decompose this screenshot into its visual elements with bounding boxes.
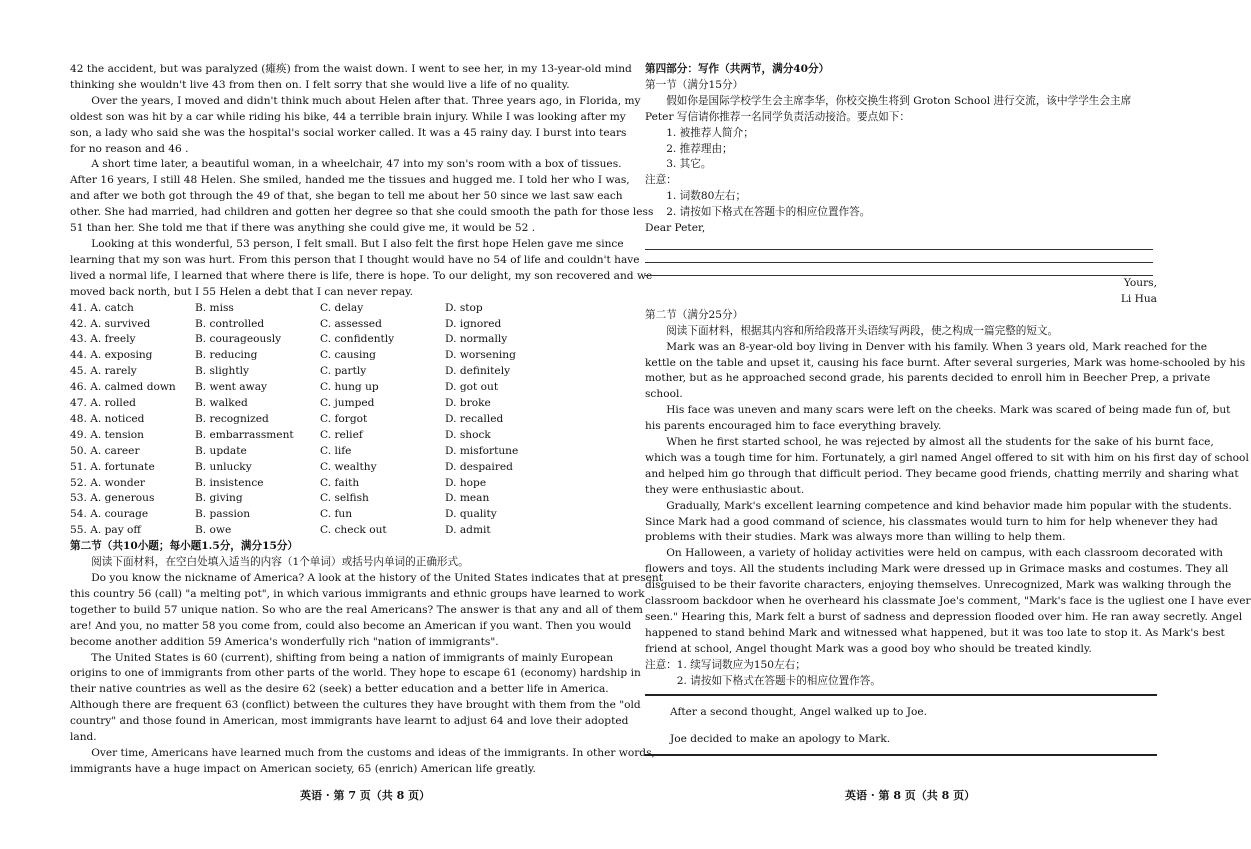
cloze-line: After 16 years, I still 48 Helen. She smiled, handed me the tissues and hugged me. I told her who I was, — [70, 174, 630, 187]
cloze-line: lived a normal life, I learned that where there is life, there is hope. To our delight, my son recovered and we — [70, 269, 653, 282]
option: 52. A. wonder — [70, 476, 145, 489]
story-line: and helped him go through that difficult period. They became good friends, chatting merrily and sharing what — [645, 467, 1239, 480]
option: B. insistence — [195, 476, 264, 489]
story-line: flowers and toys. All the students including Mark were dressed up in Grimace masks and costumes. They all — [645, 563, 1229, 576]
cloze-line: Over the years, I moved and didn't think much about Helen after that. Three years ago, in Florida, my — [91, 94, 641, 107]
story-line: which was a tough time for him. Fortunately, a girl named Angel offered to sit with him on his first day of school — [645, 451, 1249, 464]
option: B. giving — [195, 492, 243, 505]
option: 43. A. freely — [70, 333, 136, 346]
section2-instruction: 阅读下面材料，在空白处填入适当的内容（1个单词）或括号内单词的正确形式。 — [91, 556, 469, 569]
option: D. recalled — [445, 412, 504, 425]
option: C. forgot — [320, 412, 368, 425]
story-line: disguised to be their favorite characters, enjoying themselves. Unrecognized, Mark was walking through the — [645, 579, 1232, 592]
point-item: 3. 其它。 — [666, 158, 712, 171]
cloze-line: 42 the accident, but was paralyzed (瘫痪) from the waist down. I went to see her, in my 13-year-old mind — [70, 63, 632, 75]
option: D. got out — [445, 381, 499, 394]
option: 47. A. rolled — [70, 397, 136, 410]
option: C. partly — [320, 365, 367, 378]
option: 41. A. catch — [70, 301, 134, 314]
option: C. hung up — [320, 381, 379, 394]
option: D. hope — [445, 476, 487, 489]
left-page-footer: 英语 · 第 7 页（共 8 页） — [300, 789, 431, 802]
cloze-options — [70, 301, 608, 540]
story-line: seen." Hearing this, Mark felt a burst of sadness and depression flooded over him. He ran away secretly. Angel — [645, 611, 1243, 623]
option: 46. A. calmed down — [70, 381, 176, 394]
notes-label: 注意： — [645, 174, 677, 187]
grammar-line: are! And you, no matter 58 you come from, could also become an American if you want. Then you would — [70, 619, 632, 632]
option: B. went away — [195, 381, 267, 394]
option: 48. A. noticed — [70, 412, 145, 425]
option: C. life — [320, 444, 352, 457]
grammar-line: The United States is 60 (current), shifting from being a nation of immigrants of mainly European — [91, 651, 614, 664]
option: C. selfish — [320, 492, 369, 505]
option: B. reducing — [195, 349, 258, 362]
option: D. worsening — [445, 349, 516, 362]
story-line: they were enthusiastic about. — [645, 483, 805, 496]
grammar-line: country" and those found in American, most immigrants have learnt to adjust 64 and love their adopted — [70, 715, 629, 728]
option: C. delay — [320, 301, 364, 314]
option: 54. A. courage — [70, 508, 149, 521]
note-item: 2. 请按如下格式在答题卡的相应位置作答。 — [666, 206, 871, 219]
option: D. ignored — [445, 317, 502, 330]
writing-line — [645, 237, 1153, 250]
cloze-passage — [70, 62, 654, 301]
paragraph-start-1: After a second thought, Angel walked up to Joe. — [670, 705, 928, 718]
story-line: problems with their studies. Mark was always more than willing to help them. — [645, 531, 1066, 544]
option: C. check out — [320, 524, 387, 537]
cloze-line: moved back north, but I 55 Helen a debt that I can never repay. — [70, 285, 414, 298]
cloze-line: A short time later, a beautiful woman, in a wheelchair, 47 into my son's room with a box of tissues. — [91, 158, 622, 171]
continuation-note: 2. 请按如下格式在答题卡的相应位置作答。 — [676, 674, 881, 687]
cloze-line: son, a lady who said she was the hospital's social worker called. It was a 45 rainy day. I burst into tears — [70, 126, 627, 139]
option: D. admit — [445, 524, 491, 537]
story-line: kettle on the table and upset it, causing his face burnt. After several surgeries, Mark was home-schooled by his — [645, 356, 1246, 369]
point-item: 1. 被推荐人简介； — [666, 126, 754, 139]
cloze-line: oldest son was hit by a car while riding his bike, 44 a terrible brain injury. While I was looking after my — [70, 110, 626, 123]
option: D. quality — [445, 508, 497, 521]
grammar-line: land. — [70, 731, 97, 744]
option: B. walked — [195, 397, 248, 410]
option: B. miss — [195, 301, 234, 314]
writing-line — [645, 263, 1153, 276]
paragraph-start-2: Joe decided to make an apology to Mark. — [670, 732, 891, 745]
story-line: On Halloween, a variety of holiday activities were held on campus, with each classroom decorated with — [666, 547, 1223, 560]
option: B. controlled — [195, 317, 265, 330]
option: D. definitely — [445, 365, 511, 378]
cloze-line: learning that my son was hurt. From this person that I thought would have no 54 of life and couldn't have — [70, 253, 640, 266]
option: D. stop — [445, 301, 483, 314]
option: C. causing — [320, 349, 376, 362]
option: 44. A. exposing — [70, 349, 153, 362]
option: D. broke — [445, 397, 491, 410]
option: 42. A. survived — [70, 317, 151, 330]
grammar-line: Do you know the nickname of America? A look at the history of the United States indicates that at present — [91, 572, 664, 584]
option: D. normally — [445, 333, 508, 346]
grammar-line: immigrants have a huge impact on American society, 65 (enrich) American life greatly. — [70, 762, 536, 775]
option: B. embarrassment — [195, 428, 294, 441]
section1-prompt: 假如你是国际学校学生会主席李华，你校交换生将到 Groton School 进行交流，该中学学生会主席 — [666, 94, 1132, 107]
option: C. faith — [320, 476, 360, 489]
option: C. assessed — [320, 317, 382, 330]
letter-sign-off: Yours, — [1123, 276, 1157, 289]
option: B. slightly — [195, 365, 249, 378]
continuation-answer-box — [645, 694, 1157, 756]
grammar-line: their native countries as well as the desire 62 (seek) a better education and a better life in America. — [70, 683, 609, 696]
note-item: 1. 词数80左右； — [666, 190, 747, 203]
option: B. passion — [195, 508, 251, 521]
option: 45. A. rarely — [70, 365, 137, 378]
story-line: friend at school, Angel thought Mark was a good boy who should be treated kindly. — [645, 642, 1092, 655]
option: C. relief — [320, 428, 363, 441]
section2-title: 第二节（满分25分） — [645, 308, 744, 321]
cloze-line: other. She had married, had children and gotten her degree so that she could smooth the path for those less — [70, 206, 654, 219]
continuation-note: 注意：1. 续写词数应为150左右； — [645, 658, 806, 671]
story-line: When he first started school, he was rejected by almost all the students for the sake of his burnt face, — [666, 436, 1214, 449]
grammar-line: together to build 57 unique nation. So who are the real Americans? The answer is that any and all of them — [70, 603, 643, 616]
option: 55. A. pay off — [70, 524, 141, 537]
point-item: 2. 推荐理由； — [666, 142, 733, 155]
story-line: His face was uneven and many scars were left on the cheeks. Mark was scared of being made fun of, but — [666, 404, 1231, 417]
option: 49. A. tension — [70, 428, 144, 441]
letter-signature: Li Hua — [1120, 292, 1157, 305]
option: 50. A. career — [70, 444, 140, 457]
story-line: his parents encouraged him to face everything bravely. — [645, 420, 942, 433]
option: B. courageously — [195, 333, 282, 346]
grammar-line: Over time, Americans have learned much from the customs and ideas of the immigrants. In other words, — [91, 746, 655, 759]
option: C. wealthy — [320, 460, 377, 473]
option: B. owe — [195, 524, 232, 537]
option: 53. A. generous — [70, 492, 155, 505]
option: D. mean — [445, 492, 490, 505]
option: C. jumped — [320, 397, 375, 410]
story-line: classroom backdoor when he overheard his classmate Joe's comment, "Mark's face is the ugliest one I have ever — [645, 595, 1251, 608]
section1-prompt: Peter 写信请你推荐一名同学负责活动接洽。要点如下： — [645, 110, 910, 123]
grammar-passage — [70, 571, 664, 778]
letter-greeting: Dear Peter, — [645, 222, 706, 235]
section2-instruction: 阅读下面材料，根据其内容和所给段落开头语续写两段，使之构成一篇完整的短文。 — [666, 324, 1059, 337]
option: D. shock — [445, 428, 491, 441]
story-line: Gradually, Mark's excellent learning competence and kind behavior made him popular with the students. — [666, 499, 1232, 512]
story-line: Since Mark had a good command of science, his classmates would turn to him for help whenever they had — [645, 515, 1218, 528]
option: C. fun — [320, 508, 353, 521]
option: B. update — [195, 444, 247, 457]
part4-title: 第四部分：写作（共两节，满分40分） — [645, 63, 830, 75]
option: 51. A. fortunate — [70, 460, 155, 473]
story-line: school. — [645, 388, 683, 401]
cloze-line: Looking at this wonderful, 53 person, I felt small. But I also felt the first hope Helen gave me since — [91, 237, 624, 250]
right-page — [645, 62, 1251, 756]
grammar-line: Although there are frequent 63 (conflict) between the cultures they have brought with them from the "old — [70, 699, 641, 712]
story-line: mother, but as he approached second grade, his parents decided to enroll him in Beecher Prep, a private — [645, 372, 1211, 385]
section1-title: 第一节（满分15分） — [645, 78, 744, 91]
cloze-line: thinking she wouldn't live 43 from then on. I felt sorry that she would live a life of no quality. — [70, 78, 570, 91]
option: C. confidently — [320, 333, 395, 346]
cloze-line: for no reason and 46 . — [70, 142, 189, 155]
right-page-footer: 英语 · 第 8 页（共 8 页） — [845, 789, 976, 802]
option: B. recognized — [195, 412, 269, 425]
grammar-line: become another addition 59 America's wonderfully rich "nation of immigrants". — [70, 635, 499, 648]
option: D. despaired — [445, 460, 513, 473]
grammar-line: this country 56 (call) "a melting pot", in which various immigrants and ethnic groups have learned to work — [70, 587, 645, 600]
option: B. unlucky — [195, 460, 252, 473]
option: D. misfortune — [445, 444, 519, 457]
story-line: Mark was an 8-year-old boy living in Denver with his family. When 3 years old, Mark reached for the — [666, 340, 1208, 353]
story-line: happened to stand behind Mark and witnessed what happened, but it was too late to stop it. As Mark's best — [645, 626, 1225, 639]
cloze-line: and after we both got through the 49 of that, she began to tell me about her 50 since we last saw each — [70, 190, 623, 203]
story-passage — [645, 340, 1251, 658]
section2-title: 第二节（共10小题；每小题1.5分，满分15分） — [70, 540, 299, 553]
grammar-line: origins to one of immigrants from other parts of the world. They hope to escape 61 (economy) hardship in — [70, 667, 641, 680]
writing-line — [645, 250, 1153, 263]
cloze-line: 51 than her. She told me that if there was anything she could give me, it would be 52 . — [70, 222, 536, 235]
